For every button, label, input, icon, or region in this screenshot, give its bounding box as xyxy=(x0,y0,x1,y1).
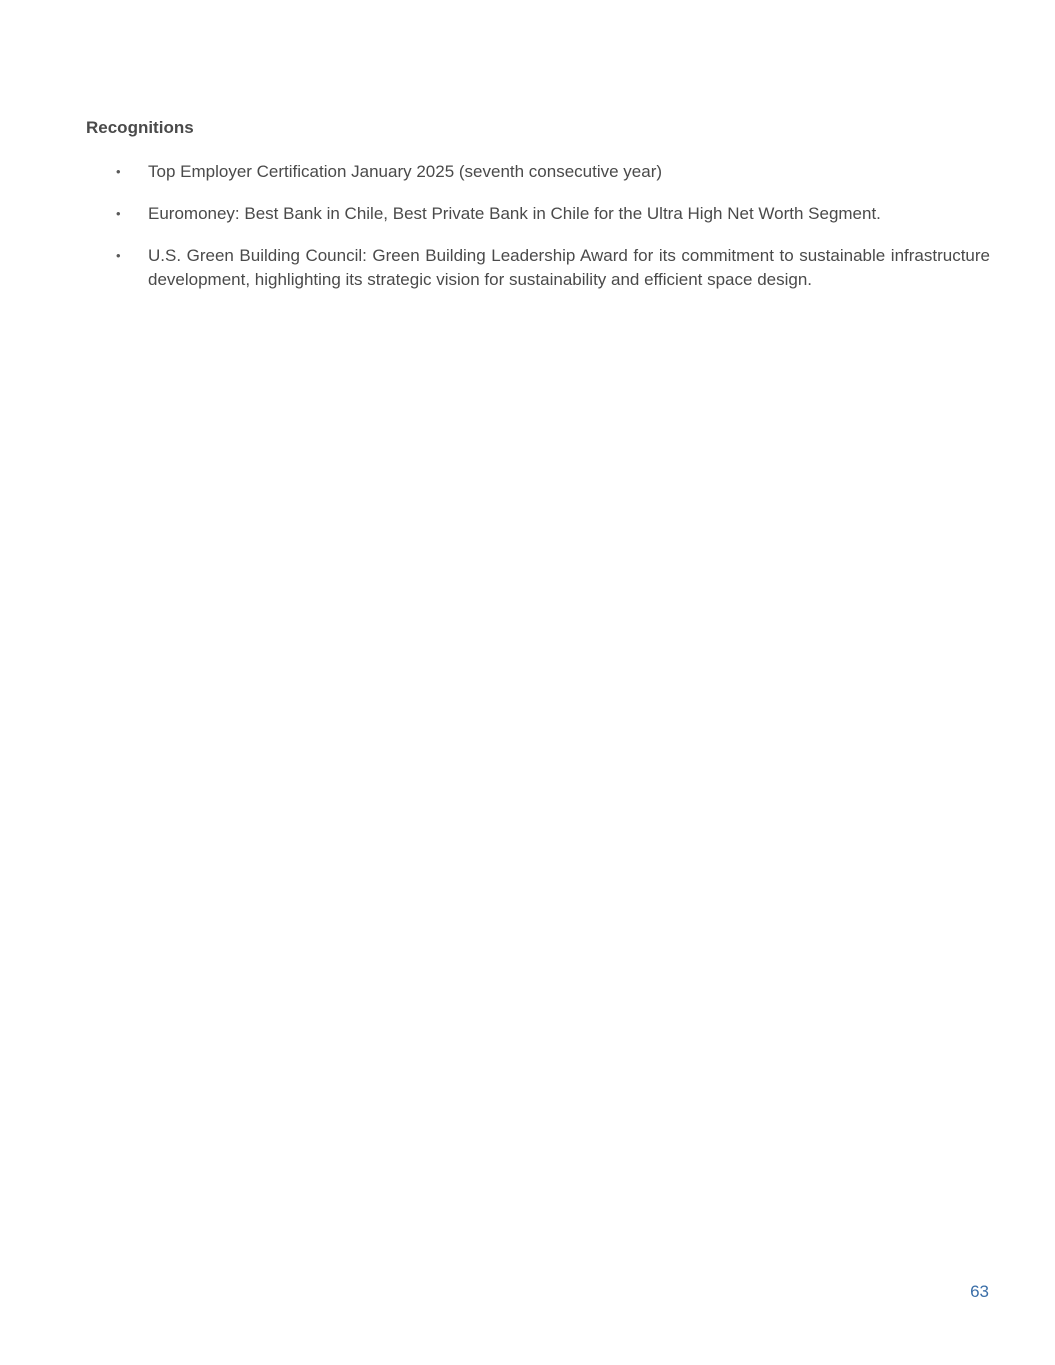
list-item-text: Top Employer Certification January 2025 (seventh consecutive year) xyxy=(148,162,663,181)
list-item-text: U.S. Green Building Council: Green Building Leadership Award for its commitment to sustainable infrastructure development, highlighting its strategic vision for sustainability and efficient space design. xyxy=(148,246,990,289)
list-item-text: Euromoney: Best Bank in Chile, Best Private Bank in Chile for the Ultra High Net Worth Segment. xyxy=(148,204,881,223)
bullet-icon: • xyxy=(116,206,121,221)
recognitions-list xyxy=(116,160,990,310)
page-number: 63 xyxy=(970,1282,989,1301)
bullet-icon: • xyxy=(116,248,121,263)
list-item xyxy=(116,202,990,226)
bullet-icon: • xyxy=(116,164,121,179)
section-heading: Recognitions xyxy=(86,118,194,137)
list-item xyxy=(116,244,990,292)
list-item xyxy=(116,160,990,184)
